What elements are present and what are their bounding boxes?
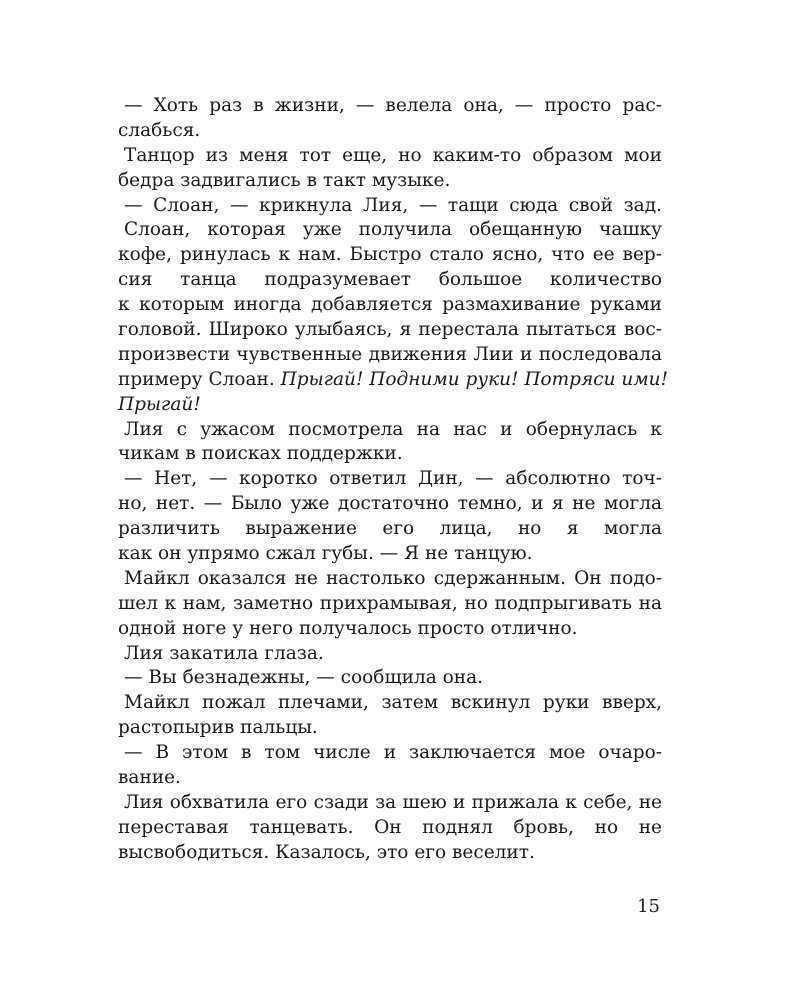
text-line: Танцор из меня тот еще, но каким-то образом мои (124, 144, 662, 166)
text-line: как он упрямо сжал губы. — Я не танцую. (118, 543, 533, 565)
text-line: кофе, ринулась к нам. Быстро стало ясно, что ее вер- (118, 244, 662, 266)
text-line: сия танца подразумевает большое количество (118, 269, 662, 291)
text-line: различить выражение его лица, но я могла (118, 518, 662, 540)
text-line: — Нет, — коротко ответил Дин, — абсолютно точ- (124, 468, 662, 490)
text-line: одной ноге у него получалось просто отлично. (118, 617, 578, 639)
text-line: Майкл оказался не настолько сдержанным. Он подо- (124, 567, 662, 589)
text-line: чикам в поисках поддержки. (118, 443, 403, 465)
text-line-italic: Прыгай! (118, 393, 201, 415)
text-line: Лия с ужасом посмотрела на нас и обернулась к (124, 418, 662, 440)
text-line-mixed (118, 368, 669, 393)
body-text (118, 94, 669, 866)
page-number: 15 (637, 896, 660, 917)
text-fragment-italic: Прыгай! Подними руки! Потряси ими! (280, 368, 669, 390)
text-line: Лия обхватила его сзади за шею и прижала к себе, не (124, 791, 662, 813)
text-line: слабься. (118, 119, 201, 141)
text-line: вание. (118, 767, 181, 789)
text-line: высвободиться. Казалось, это его веселит. (118, 841, 535, 863)
text-fragment-plain: примеру Слоан. (118, 368, 281, 390)
text-line: головой. Широко улыбаясь, я перестала пытаться вос- (118, 319, 662, 341)
text-line: растопырив пальцы. (118, 717, 318, 739)
text-line: — Хоть раз в жизни, — велела она, — просто рас- (124, 95, 662, 116)
text-line: Майкл пожал плечами, затем вскинул руки вверх, (124, 692, 662, 714)
text-line: Лия закатила глаза. (124, 642, 324, 664)
text-line: — Вы безнадежны, — сообщила она. (124, 667, 484, 689)
text-line: но, нет. — Было уже достаточно темно, и я не могла (118, 493, 662, 515)
text-line: Слоан, которая уже получила обещанную чашку (124, 219, 662, 241)
text-line: произвести чувственные движения Лии и последовала (118, 343, 662, 365)
text-line: — Слоан, — крикнула Лия, — тащи сюда свой зад. (124, 194, 662, 216)
text-line: к которым иногда добавляется размахивание руками (118, 294, 662, 316)
text-line: бедра задвигались в такт музыке. (118, 169, 451, 191)
text-line: шел к нам, заметно прихрамывая, но подпрыгивать на (118, 592, 662, 614)
text-line: переставая танцевать. Он поднял бровь, но не (118, 816, 662, 838)
text-line: — В этом в том числе и заключается мое очаро- (124, 742, 662, 764)
